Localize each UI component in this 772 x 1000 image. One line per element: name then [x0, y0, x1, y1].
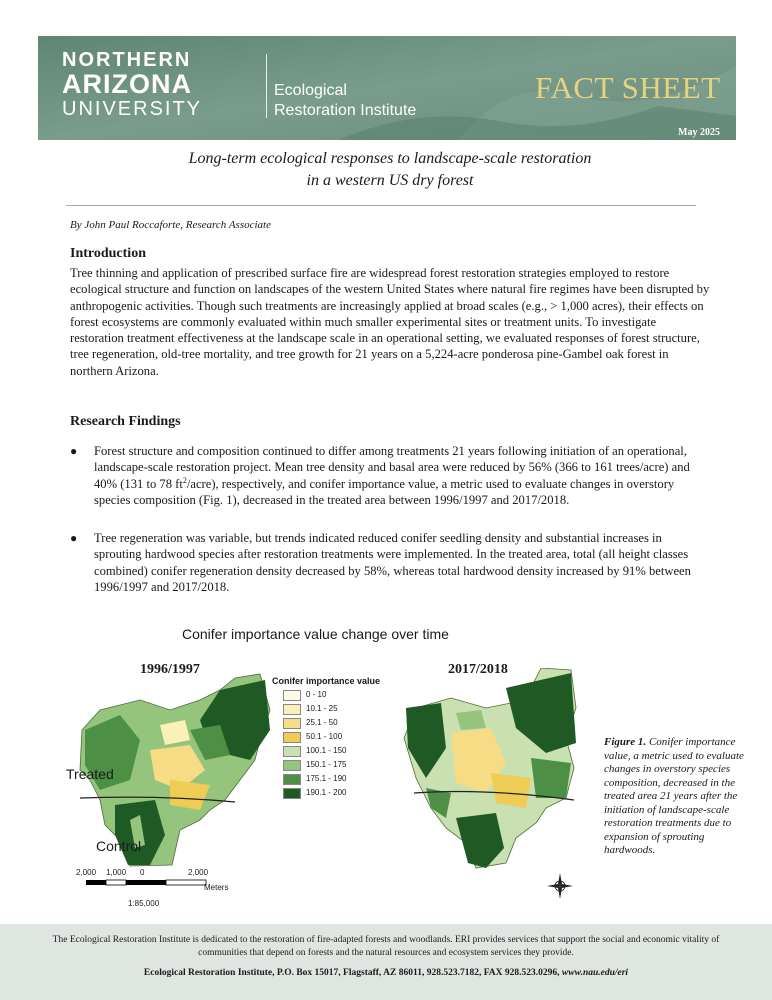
scale-tick: 2,000: [188, 868, 209, 877]
title-divider: [66, 205, 696, 206]
control-label: Control: [96, 838, 142, 854]
logo-divider: [266, 54, 267, 118]
title-line-2: in a western US dry forest: [306, 172, 474, 189]
map-2017-2018: [396, 668, 596, 888]
document-title: [90, 148, 690, 192]
logo-university: UNIVERSITY: [62, 98, 203, 120]
eri-name-line2: Restoration Institute: [274, 102, 417, 119]
legend-label: 0 - 10: [306, 690, 327, 699]
legend-swatch: [283, 788, 301, 799]
legend-label: 190.1 - 200: [306, 788, 347, 797]
title-line-1: Long-term ecological responses to landscape-scale restoration: [188, 150, 592, 167]
footer-mission: The Ecological Restoration Institute is dedicated to the restoration of fire-adapted forests and woodlands. ERI provides services that support the social and economic vitality of communities that depend on forests and the natural resources and ecosystem services they provide.: [52, 935, 720, 958]
legend-swatch: [283, 746, 301, 757]
legend-swatch: [283, 774, 301, 785]
publication-date: May 2025: [678, 127, 720, 138]
footer-address: [40, 968, 732, 978]
intro-paragraph: Tree thinning and application of prescribed surface fire are widespread forest restoration strategies employed to restore ecological structure and function on landscapes of the western United States where natural fire regimes have been disrupted by anthropogenic activities. Though such treatments are increasingly applied at broad scales (e.g., > 1,000 acres), their effects on forest ecosystems are commonly evaluated within much smaller experimental sites or treatment units. To investigate restoration treatment effectiveness at the landscape scale in an operational setting, we evaluated responses of forest structure, tree regeneration, old-tree mortality, and tree growth for 21 years on a 5,224-acre ponderosa pine-Gambel oak forest in northern Arizona.: [70, 266, 710, 378]
legend-swatch: [283, 718, 301, 729]
website-link[interactable]: www.nau.edu/eri: [561, 968, 629, 978]
finding-1-superscript: 2: [182, 475, 187, 485]
map-year-left: 1996/1997: [140, 662, 200, 677]
byline: By John Paul Roccaforte, Research Associate: [70, 219, 271, 231]
legend-label: 25.1 - 50: [306, 718, 338, 727]
treated-label: Treated: [66, 766, 114, 782]
legend-label: 10.1 - 25: [306, 704, 338, 713]
legend-label: 50.1 - 100: [306, 732, 343, 741]
legend-swatch: [283, 760, 301, 771]
scale-unit: Meters: [204, 883, 229, 892]
findings-heading: Research Findings: [70, 414, 181, 429]
fact-sheet-title: FACT SHEET: [535, 70, 721, 105]
finding-1-text-a: Forest structure and composition continued to differ among treatments 21 years following initiation of an operational, landscape-scale restoration project. Mean tree density and basal area were reduced by 56% (366 to 161 trees/acre) and 40% (131 to 78 ft: [94, 444, 690, 491]
map-year-right: 2017/2018: [448, 662, 508, 677]
scale-tick: 2,000: [76, 868, 97, 877]
logo-northern: NORTHERN: [62, 49, 192, 71]
legend-label: 100.1 - 150: [306, 746, 347, 755]
scale-bar: [76, 868, 246, 918]
figure-title: Conifer importance value change over time: [182, 626, 449, 642]
legend-swatch: [283, 704, 301, 715]
address-text: Ecological Restoration Institute, P.O. Box 15017, Flagstaff, AZ 86011, 928.523.7182, FAX 928.523.0296,: [143, 968, 562, 978]
legend-swatch: [283, 732, 301, 743]
scale-ratio: 1:85,000: [128, 899, 160, 908]
legend-swatch: [283, 690, 301, 701]
header-banner: [38, 36, 736, 140]
legend-label: 150.1 - 175: [306, 760, 347, 769]
bullet-icon: ●: [70, 444, 78, 458]
caption-text: Conifer importance value, a metric used to evaluate changes in overstory species composition, decreased in the treated area 21 years after the initiation of landscape-scale restoration treatments due to expansion of sprouting hardwoods.: [604, 736, 744, 856]
compass-rose-icon: [546, 872, 574, 900]
legend-label: 175.1 - 190: [306, 774, 347, 783]
caption-label: Figure 1.: [604, 736, 647, 748]
legend-title: Conifer importance value: [272, 676, 381, 686]
finding-2-text: Tree regeneration was variable, but trends indicated reduced conifer seedling density and substantial increases in sprouting hardwood species after restoration treatments were implemented. In the treated area, total (all height classes combined) conifer regeneration density decreased by 58%, whereas total hardwood density increased by 91% between 1996/1997 and 2017/2018.: [94, 531, 691, 594]
scale-tick: 1,000: [106, 868, 127, 877]
finding-1-text-b: /acre), respectively, and conifer importance value, a metric used to evaluate changes in overstory species composition (Fig. 1), decreased in the treated area between 1996/1997 and 2017/2018.: [94, 476, 675, 507]
figure-caption: [604, 736, 744, 858]
bullet-icon: ●: [70, 531, 78, 545]
intro-heading: Introduction: [70, 246, 146, 261]
eri-name-line1: Ecological: [274, 82, 347, 99]
logo-arizona: ARIZONA: [62, 69, 192, 99]
scale-tick: 0: [140, 868, 145, 877]
